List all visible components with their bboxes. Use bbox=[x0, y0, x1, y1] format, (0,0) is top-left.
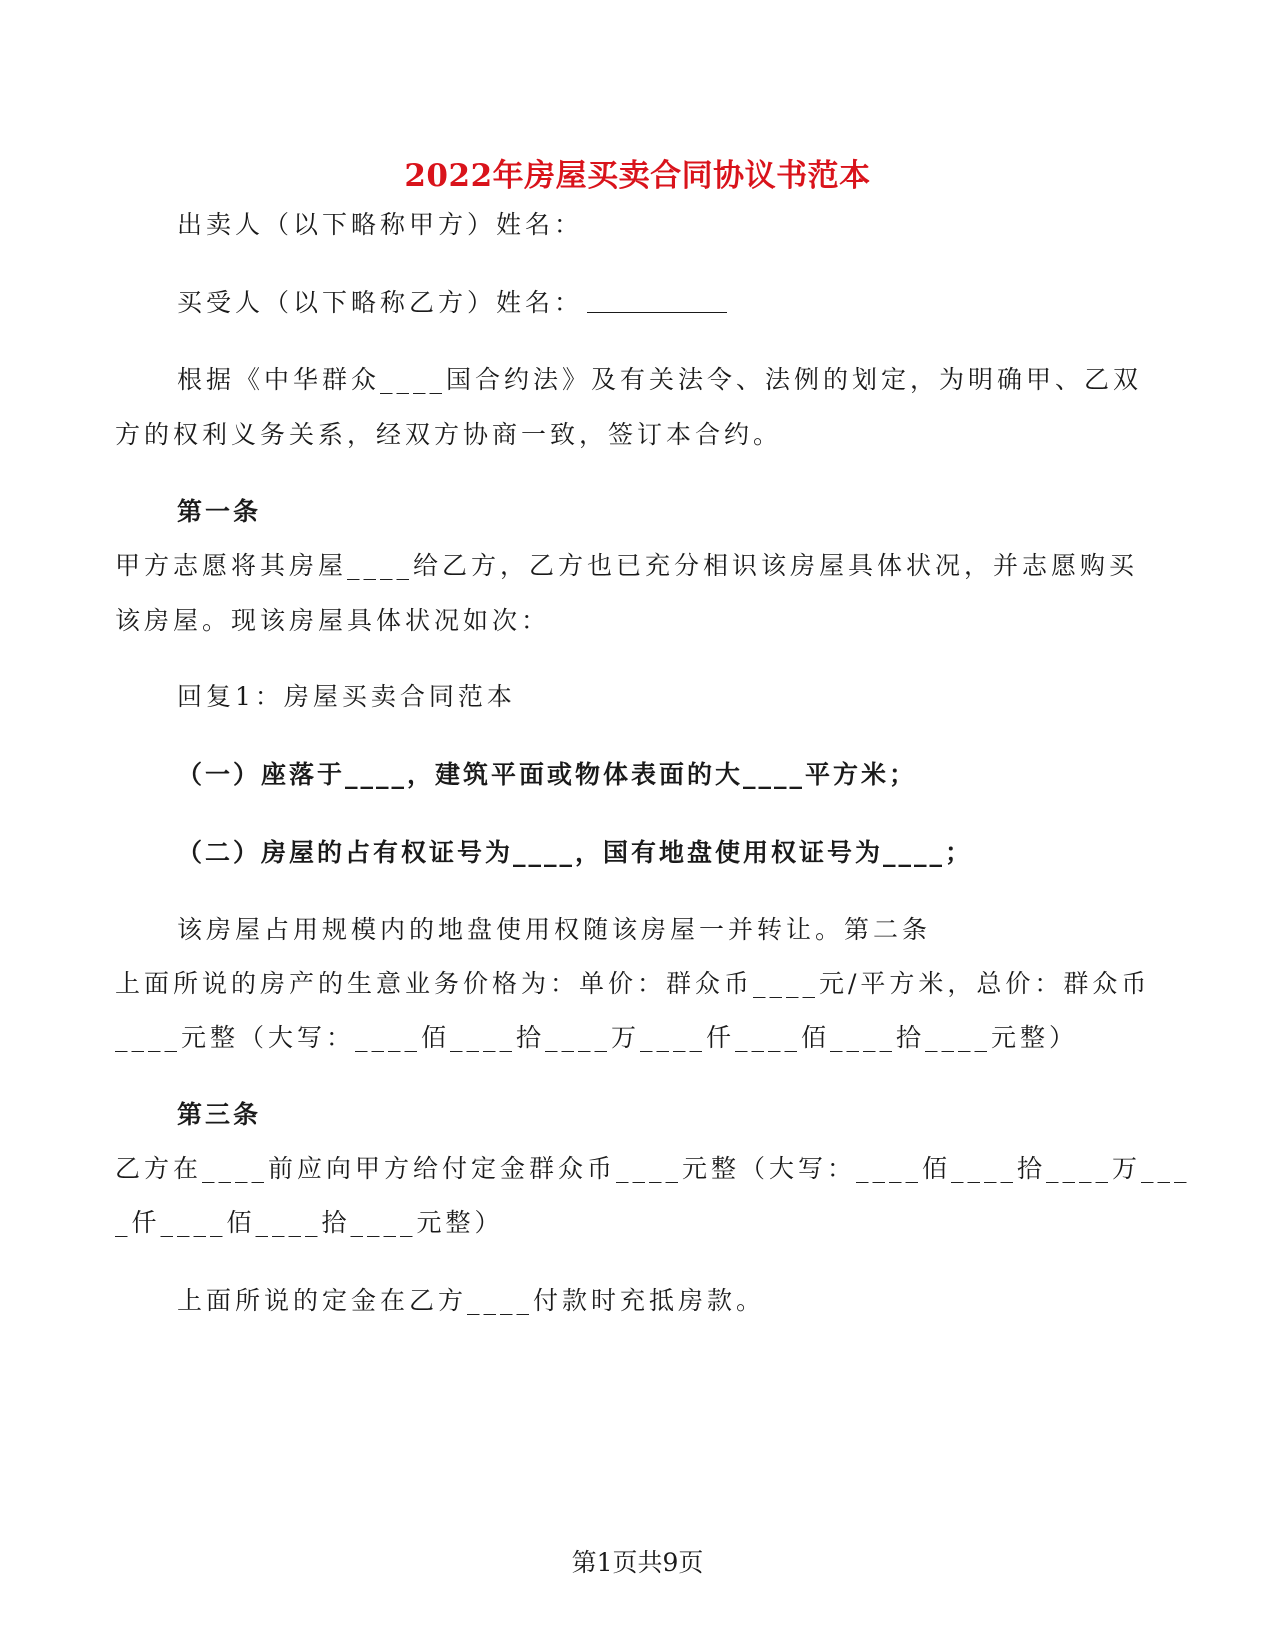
seller-name-label: 出卖人（以下略称甲方）姓名： bbox=[177, 210, 584, 239]
article1-line-1: 甲方志愿将其房屋____给乙方，乙方也已充分相识该房屋具体状况，并志愿购买 bbox=[115, 551, 1139, 580]
document-title: 2022年房屋买卖合同协议书范本 bbox=[404, 158, 871, 194]
buyer-name-line bbox=[177, 290, 727, 315]
reply-line: 回复1：房屋买卖合同范本 bbox=[177, 682, 516, 711]
price-line-1: 上面所说的房产的生意业务价格为：单价：群众币____元/平方米，总价：群众币 bbox=[115, 969, 1151, 998]
transfer-line: 该房屋占用规模内的地盘使用权随该房屋一并转让。第二条 bbox=[177, 915, 932, 944]
deposit-line-1: 乙方在____前应向甲方给付定金群众币____元整（大写：____佰____拾____万___ bbox=[115, 1154, 1191, 1183]
buyer-name-label: 买受人（以下略称乙方）姓名： bbox=[177, 288, 584, 317]
page-number: 第1页共9页 bbox=[571, 1548, 704, 1577]
price-line-2: ____元整（大写：____佰____拾____万____仟____佰____拾____元整） bbox=[115, 1023, 1079, 1052]
deposit-offset-line: 上面所说的定金在乙方____付款时充抵房款。 bbox=[177, 1286, 766, 1315]
buyer-name-blank bbox=[587, 290, 727, 313]
item2-line: （二）房屋的占有权证号为____，国有地盘使用权证号为____； bbox=[177, 838, 974, 867]
article1-heading: 第一条 bbox=[177, 497, 262, 526]
article1-line-2: 该房屋。现该房屋具体状况如次： bbox=[115, 606, 551, 635]
item1-line: （一）座落于____，建筑平面或物体表面的大____平方米； bbox=[177, 760, 918, 789]
seller-name-line bbox=[177, 212, 583, 237]
preamble-line-1: 根据《中华群众____国合约法》及有关法令、法例的划定，为明确甲、乙双 bbox=[177, 365, 1143, 394]
preamble-line-2: 方的权利义务关系，经双方协商一致，签订本合约。 bbox=[115, 420, 783, 449]
article3-heading: 第三条 bbox=[177, 1100, 262, 1129]
deposit-line-2: _仟____佰____拾____元整） bbox=[115, 1208, 504, 1237]
